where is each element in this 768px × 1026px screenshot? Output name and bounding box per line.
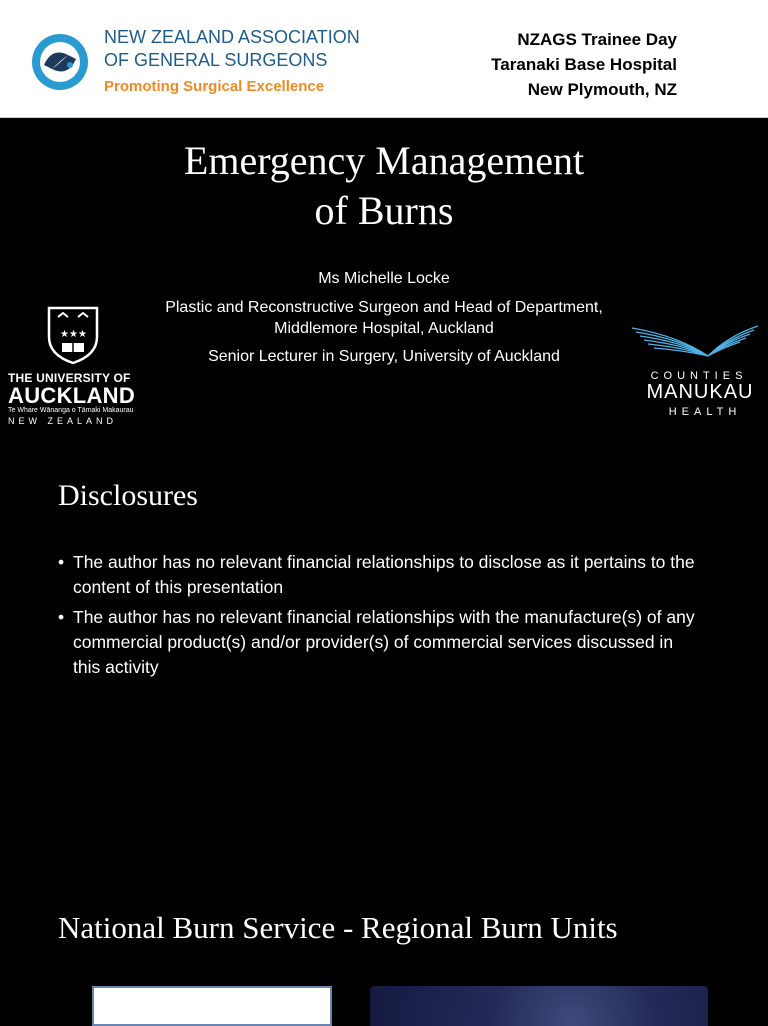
org-name-line2: OF GENERAL SURGEONS xyxy=(104,50,328,70)
disclosures-title: Disclosures xyxy=(58,479,198,512)
university-of-auckland-logo xyxy=(8,305,138,426)
event-info xyxy=(491,27,677,102)
uoa-line3: Te Whare Wānanga o Tāmaki Makaurau xyxy=(8,407,134,414)
event-venue: Taranaki Base Hospital xyxy=(491,55,677,74)
presenter-name: Ms Michelle Locke xyxy=(318,270,450,287)
uoa-line4: NEW ZEALAND xyxy=(8,416,118,426)
document-header xyxy=(0,0,768,118)
bullet-icon: • xyxy=(58,552,65,572)
burn-service-title: National Burn Service - Regional Burn Units xyxy=(58,910,618,945)
counties-manukau-logo xyxy=(628,322,762,418)
bullet-icon: • xyxy=(58,607,65,627)
list-item xyxy=(58,605,698,680)
svg-text:★: ★ xyxy=(78,329,87,340)
uoa-line1: THE UNIVERSITY OF xyxy=(8,371,131,385)
slide3-image-left xyxy=(92,986,332,1026)
slide3-map-image xyxy=(370,986,708,1026)
event-location: New Plymouth, NZ xyxy=(527,80,677,99)
disclosures-list xyxy=(58,550,698,685)
bullet-text: The author has no relevant financial relationships to disclose as it pertains to the content of this presentation xyxy=(73,552,695,597)
presenter-role-line1: Plastic and Reconstructive Surgeon and Head of Department, xyxy=(165,299,603,316)
org-name-line1: NEW ZEALAND ASSOCIATION xyxy=(104,27,360,47)
cmh-line1: COUNTIES xyxy=(650,370,748,382)
wing-icon xyxy=(628,322,762,362)
presenter-lecturer: Senior Lecturer in Surgery, University of Auckland xyxy=(208,348,560,365)
university-crest-icon xyxy=(46,305,100,365)
cmh-line3: HEALTH xyxy=(668,406,742,418)
nzags-logo-icon xyxy=(30,25,90,100)
svg-text:★: ★ xyxy=(69,329,78,340)
uoa-line2: AUCKLAND xyxy=(8,383,136,408)
slide1-title-line1: Emergency Management xyxy=(183,138,585,183)
slide1-title-line2: of Burns xyxy=(314,188,454,233)
presenter-role-line2: Middlemore Hospital, Auckland xyxy=(274,320,494,337)
slide1-title xyxy=(0,136,768,236)
svg-text:★: ★ xyxy=(60,329,69,340)
cmh-line2: MANUKAU xyxy=(646,381,754,403)
bullet-text: The author has no relevant financial relationships with the manufacture(s) of any commercial product(s) and/or provider(s) of commercial services discussed in this activity xyxy=(73,607,695,677)
org-tagline: Promoting Surgical Excellence xyxy=(104,78,325,95)
event-name: NZAGS Trainee Day xyxy=(517,30,677,49)
list-item xyxy=(58,550,698,600)
